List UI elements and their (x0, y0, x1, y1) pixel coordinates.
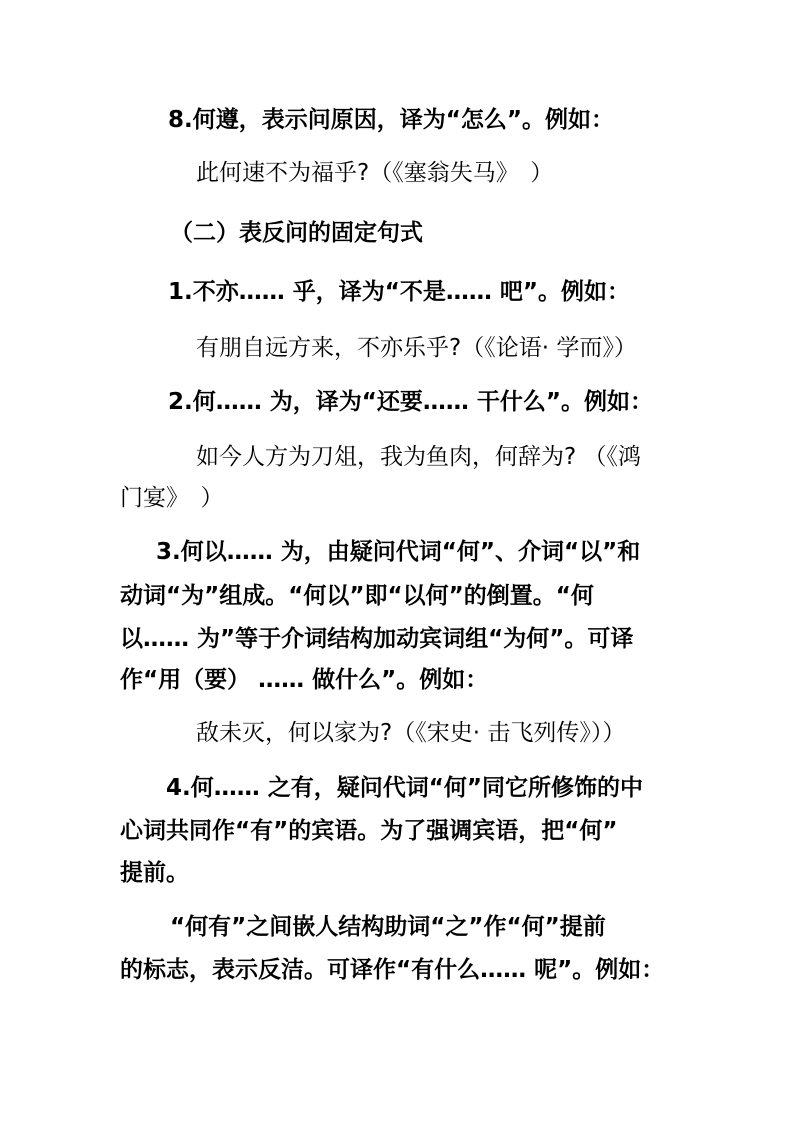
text-line: 以…… 为”等于介词结构加动宾词组“为何”。可译 (120, 626, 634, 652)
text-line: 2.何…… 为，译为“还要…… 干什么”。例如： (168, 389, 653, 415)
text-line: 3.何以…… 为，由疑问代词“何”、介词“以”和 (156, 539, 641, 565)
text-line: 如今人方为刀俎，我为鱼肉，何辞为? （《鸿 (196, 444, 642, 470)
text-line: 门宴》 ） (120, 485, 224, 511)
text-line: 心词共同作“有”的宾语。为了强调宾语，把“何” (120, 818, 618, 844)
text-line: “何有”之间嵌人结构助词“之”作“何”提前 (170, 914, 606, 940)
text-line: 有朋自远方来，不亦乐乎?（《论语· 学而》） (196, 335, 637, 361)
text-line: 敌未灭，何以家为?（《宋史· 击飞列传》）） (196, 720, 626, 746)
text-line: 作“用（要） …… 做什么”。例如： (120, 667, 489, 693)
text-line: 提前。 (120, 860, 189, 886)
text-line: 1.不亦…… 乎，译为“不是…… 吧”。例如： (168, 279, 630, 305)
text-line: 的标志，表示反洁。可译作“有什么…… 呢”。例如： (120, 957, 665, 983)
section-heading: （二）表反问的固定句式 (170, 220, 423, 246)
text-line: 此何速不为福乎?（《塞翁失马》 ） (196, 160, 554, 186)
text-line: 4.何…… 之有，疑问代词“何”同它所修饰的中 (166, 775, 643, 801)
text-line: 8.何遵，表示问原因，译为“怎么”。例如： (168, 107, 614, 133)
text-line: 动词“为”组成。“何以”即“以何”的倒置。“何 (120, 583, 594, 609)
